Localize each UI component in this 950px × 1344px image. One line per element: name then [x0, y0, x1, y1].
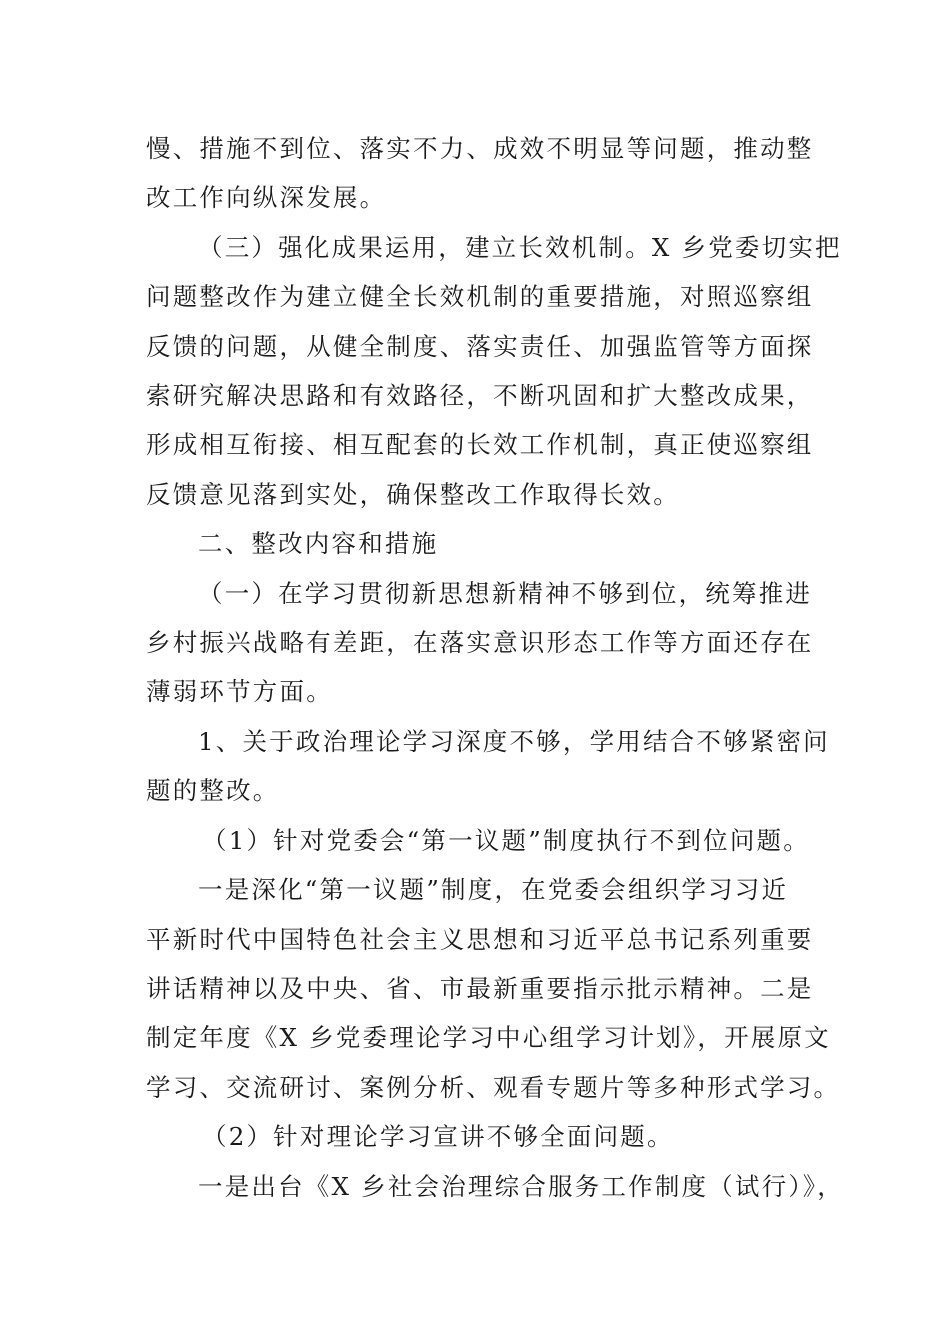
- text-line: 问题整改作为建立健全长效机制的重要措施，对照巡察组: [146, 282, 814, 312]
- text-line: 慢、措施不到位、落实不力、成效不明显等问题，推动整: [146, 134, 814, 163]
- text-line: 一是出台《X 乡社会治理综合服务工作制度（试行）》，: [198, 1171, 844, 1201]
- text-line: 反馈的问题，从健全制度、落实责任、加强监管等方面探: [146, 331, 814, 361]
- text-line: 一是深化“第一议题”制度，在党委会组织学习习近: [198, 875, 789, 905]
- sub-item-heading-1: （1）针对党委会“第一议题”制度执行不到位问题。: [202, 825, 810, 855]
- text-line: 改工作向纵深发展。: [146, 183, 387, 213]
- item-heading-1: 1、关于政治理论学习深度不够，学用结合不够紧密问: [198, 726, 830, 756]
- text-line: 乡村振兴战略有差距，在落实意识形态工作等方面还存在: [146, 628, 814, 658]
- sub-item-heading-2: （2）针对理论学习宣讲不够全面问题。: [202, 1122, 674, 1152]
- text-line: 讲话精神以及中央、省、市最新重要指示批示精神。二是: [146, 973, 814, 1003]
- section-heading-3: （三）强化成果运用，建立长效机制。X 乡党委切实把: [198, 232, 842, 262]
- text-line: 平新时代中国特色社会主义思想和习近平总书记系列重要: [146, 924, 814, 954]
- text-line: 索研究解决思路和有效路径，不断巩固和扩大整改成果，: [146, 381, 814, 411]
- text-line: 制定年度《X 乡党委理论学习中心组学习计划》，开展原文: [146, 1023, 831, 1053]
- text-line: 学习、交流研讨、案例分析、观看专题片等多种形式学习。: [146, 1072, 841, 1102]
- text-line: 薄弱环节方面。: [146, 677, 333, 707]
- text-line: 形成相互衔接、相互配套的长效工作机制，真正使巡察组: [146, 430, 814, 460]
- text-line: 题的整改。: [146, 776, 280, 806]
- text-line: 反馈意见落到实处，确保整改工作取得长效。: [146, 479, 680, 509]
- subsection-heading-1: （一）在学习贯彻新思想新精神不够到位，统筹推进: [198, 578, 813, 608]
- document-body: [146, 124, 844, 1211]
- chapter-heading: 二、整改内容和措施: [198, 529, 439, 559]
